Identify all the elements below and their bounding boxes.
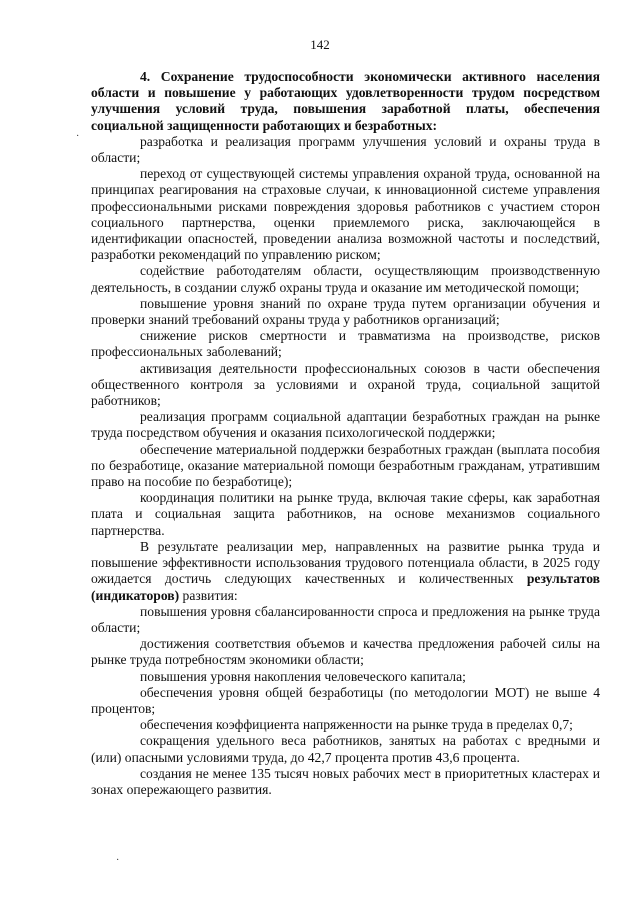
result-paragraph: обеспечения коэффициента напряженности на рынке труда в пределах 0,7; [140, 717, 573, 733]
measure-paragraph: активизация деятельности профессиональных союзов в части обеспечения общественного контроля за условиями и охраной труда, социальной защитой работников; [91, 360, 600, 409]
measure-paragraph: разработка и реализация программ улучшения условий и охраны труда в области; [91, 133, 600, 166]
result-paragraph: достижения соответствия объемов и качества предложения рабочей силы на рынке труда потребностям экономики области; [91, 636, 600, 668]
measure-paragraph: реализация программ социальной адаптации безработных граждан на рынке труда посредством обучения и оказания психологической поддержки; [91, 409, 600, 441]
measure-paragraph: содействие работодателям области, осуществляющим производственную деятельность, в создании служб охраны труда и оказание им методической помощи; [91, 263, 600, 295]
scan-speck: · [76, 131, 80, 142]
result-paragraph: повышения уровня накопления человеческого капитала; [140, 668, 466, 684]
results-intro-tail: развития: [179, 587, 238, 603]
measure-paragraph: переход от существующей системы управления охраной труда, основанной на принципах реагирования на страховые случаи, к инновационной системе управления профессиональными рисками повреждения здоровья работников с участием сторон социального партнерства, оценки приемлемого риска, заключающейся в идентификации опасностей, проведении анализа возможной частоты и последствий, разработки рекомендаций по управлению риском; [91, 166, 600, 263]
results-intro-paragraph [91, 539, 600, 604]
measure-paragraph: обеспечение материальной поддержки безработных граждан (выплата пособия по безработице, оказание материальной помощи безработным гражданам, утратившим право на пособие по безработице); [91, 441, 600, 490]
scan-speck: · [116, 855, 120, 866]
measure-paragraph: координация политики на рынке труда, включая такие сферы, как заработная плата и социальная защита работников, на основе механизмов социального партнерства. [91, 490, 600, 538]
section-heading: 4. Сохранение трудоспособности экономически активного населения области и повышение у работающих удовлетворенности трудом посредством улучшения условий труда, повышения заработной платы, обеспечения социальной защищенности работающих и безработных: [91, 69, 600, 133]
page-number: 142 [310, 37, 330, 52]
result-paragraph: сокращения удельного веса работников, занятых на работах с вредными и (или) опасными условиями труда, до 42,7 процента против 43,6 процента. [91, 733, 600, 765]
result-paragraph: обеспечения уровня общей безработицы (по методологии МОТ) не выше 4 процентов; [91, 684, 600, 716]
measure-paragraph: снижение рисков смертности и травматизма на производстве, рисков профессиональных заболеваний; [91, 328, 600, 360]
document-body [91, 69, 600, 798]
result-paragraph: повышения уровня сбалансированности спроса и предложения на рынке труда области; [91, 603, 600, 635]
result-paragraph: создания не менее 135 тысяч новых рабочих мест в приоритетных кластерах и зонах опережающего развития. [91, 765, 600, 797]
results-intro-bold: результатов (индикаторов) [91, 571, 600, 603]
results-intro-text: В результате реализации мер, направленных на развитие рынка труда и повышение эффективности использования трудового потенциала области, в 2025 году ожидается достичь следующих качественных и количественных [91, 538, 600, 587]
measure-paragraph: повышение уровня знаний по охране труда путем организации обучения и проверки знаний требований охраны труда у работников организаций; [91, 295, 600, 328]
